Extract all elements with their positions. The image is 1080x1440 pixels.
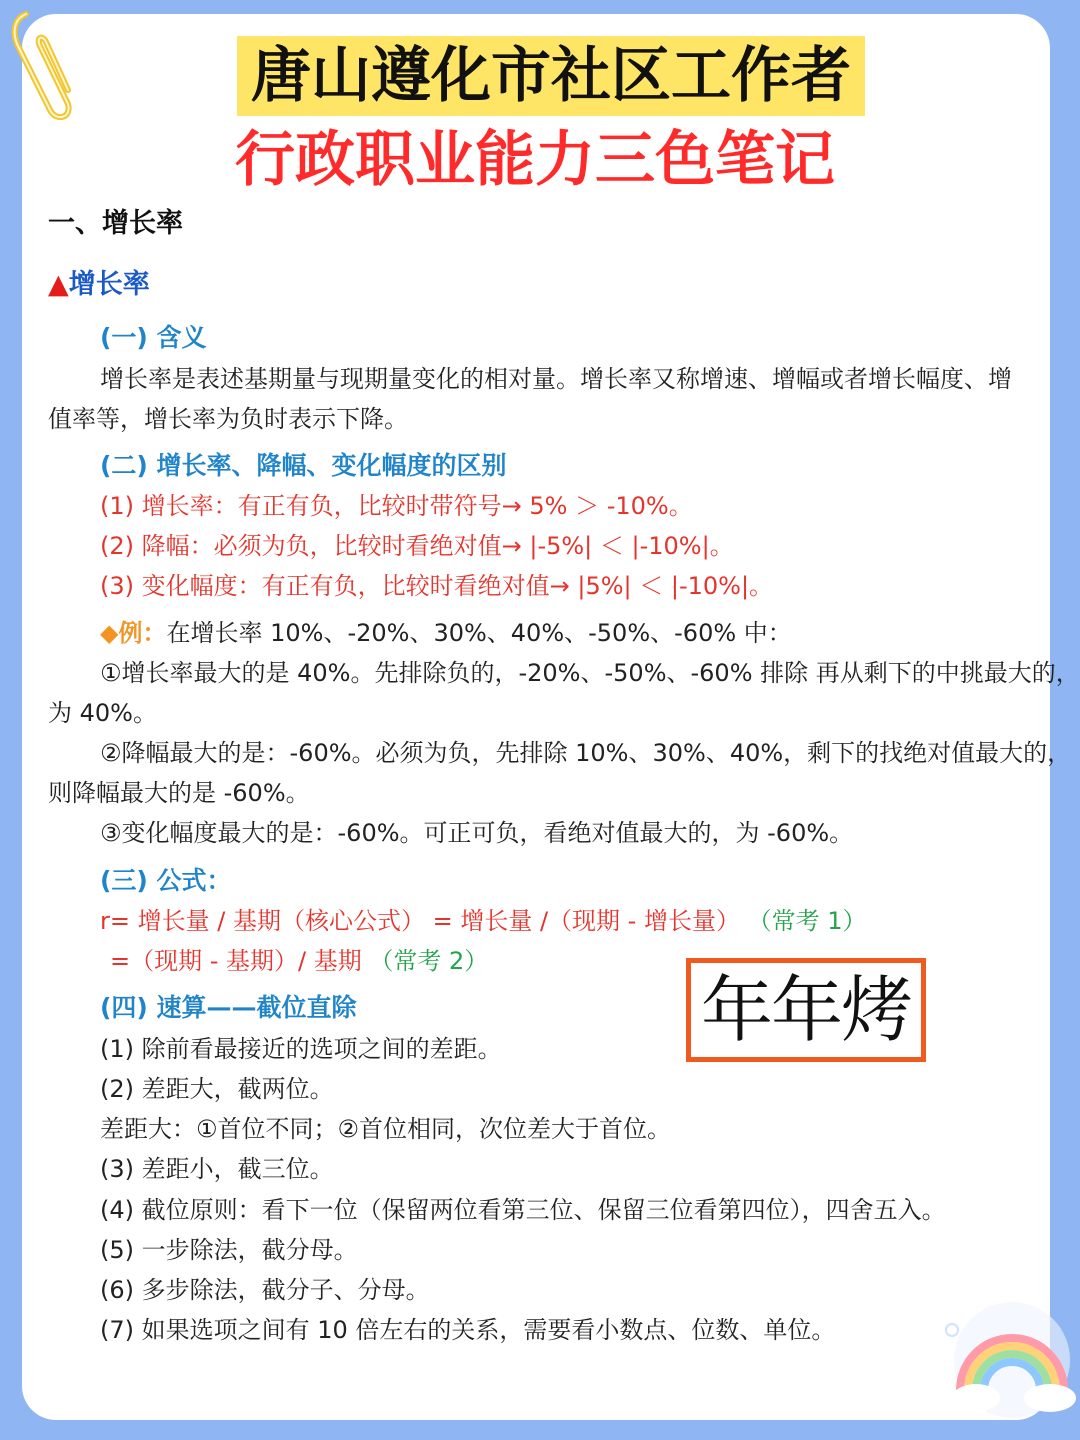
example-line: [100, 613, 1046, 653]
part1-heading: (一) 含义: [100, 323, 207, 352]
part2-heading: (二) 增长率、降幅、变化幅度的区别: [100, 451, 507, 480]
part4-item: (5) 一步除法，截分母。: [100, 1236, 358, 1264]
part4-item: 差距大：①首位不同；②首位相同，次位差大于首位。: [100, 1115, 672, 1143]
formula-2-text: =（现期 - 基期）/ 基期: [110, 947, 362, 975]
example-label: ◆例：: [100, 619, 167, 647]
subsection-heading: [48, 265, 1046, 305]
part4-item: (4) 截位原则：看下一位（保留两位看第三位、保留三位看第四位），四舍五入。: [100, 1196, 946, 1224]
page-subtitle: 行政职业能力三色笔记: [235, 125, 835, 195]
example-3-line1: ③变化幅度最大的是：-60%。可正可负，看绝对值最大的，为 -60%。: [100, 819, 854, 847]
formula-1-note: （常考 1）: [747, 907, 867, 935]
page-title: 唐山遵化市社区工作者: [237, 36, 865, 116]
example-1-line2: 为 40%。: [48, 699, 157, 727]
part2-item: (3) 变化幅度：有正有负，比较时看绝对值→ |5%| ＜ |-10%|。: [100, 572, 774, 600]
part4-item: (3) 差距小，截三位。: [100, 1155, 334, 1183]
formula-1-text: r= 增长量 / 基期（核心公式） = 增长量 /（现期 - 增长量）: [100, 907, 740, 935]
triangle-icon: ▲: [48, 269, 69, 300]
part4-heading: (四) 速算——截位直除: [100, 993, 357, 1022]
part3-heading: (三) 公式：: [100, 866, 232, 895]
section-heading: 一、增长率: [48, 208, 183, 239]
rainbow-cloud-icon: [940, 1290, 1080, 1440]
part2-item: (1) 增长率：有正有负，比较时带符号→ 5% ＞ -10%。: [100, 492, 693, 520]
example-2-line1: ②降幅最大的是：-60%。必须为负，先排除 10%、30%、40%，剩下的找绝对值最大的，: [100, 739, 1072, 767]
part4-item: (7) 如果选项之间有 10 倍左右的关系，需要看小数点、位数、单位。: [100, 1316, 836, 1344]
example-text: 在增长率 10%、-20%、30%、40%、-50%、-60% 中：: [166, 619, 792, 647]
part2-item: (2) 降幅：必须为负，比较时看绝对值→ |-5%| ＜ |-10%|。: [100, 532, 734, 560]
title-block: [0, 36, 1080, 200]
part4-item: (6) 多步除法，截分子、分母。: [100, 1276, 430, 1304]
example-2-line2: 则降幅最大的是 -60%。: [48, 779, 310, 807]
part4-item: (1) 除前看最接近的选项之间的差距。: [100, 1035, 502, 1063]
part1-text-line2: 值率等，增长率为负时表示下降。: [48, 405, 408, 433]
example-1-line1: ①增长率最大的是 40%。先排除负的，-20%、-50%、-60% 排除 再从剩下的中挑最大的，: [100, 659, 1080, 687]
formula-2-note: （常考 2）: [369, 947, 489, 975]
subsection-label: 增长率: [68, 269, 150, 300]
part4-item: (2) 差距大，截两位。: [100, 1075, 334, 1103]
part1-text-line1: 增长率是表述基期量与现期量变化的相对量。增长率又称增速、增幅或者增长幅度、增: [100, 365, 1012, 393]
stamp-label: 年年烤: [686, 958, 926, 1062]
formula-1: [100, 901, 1046, 941]
